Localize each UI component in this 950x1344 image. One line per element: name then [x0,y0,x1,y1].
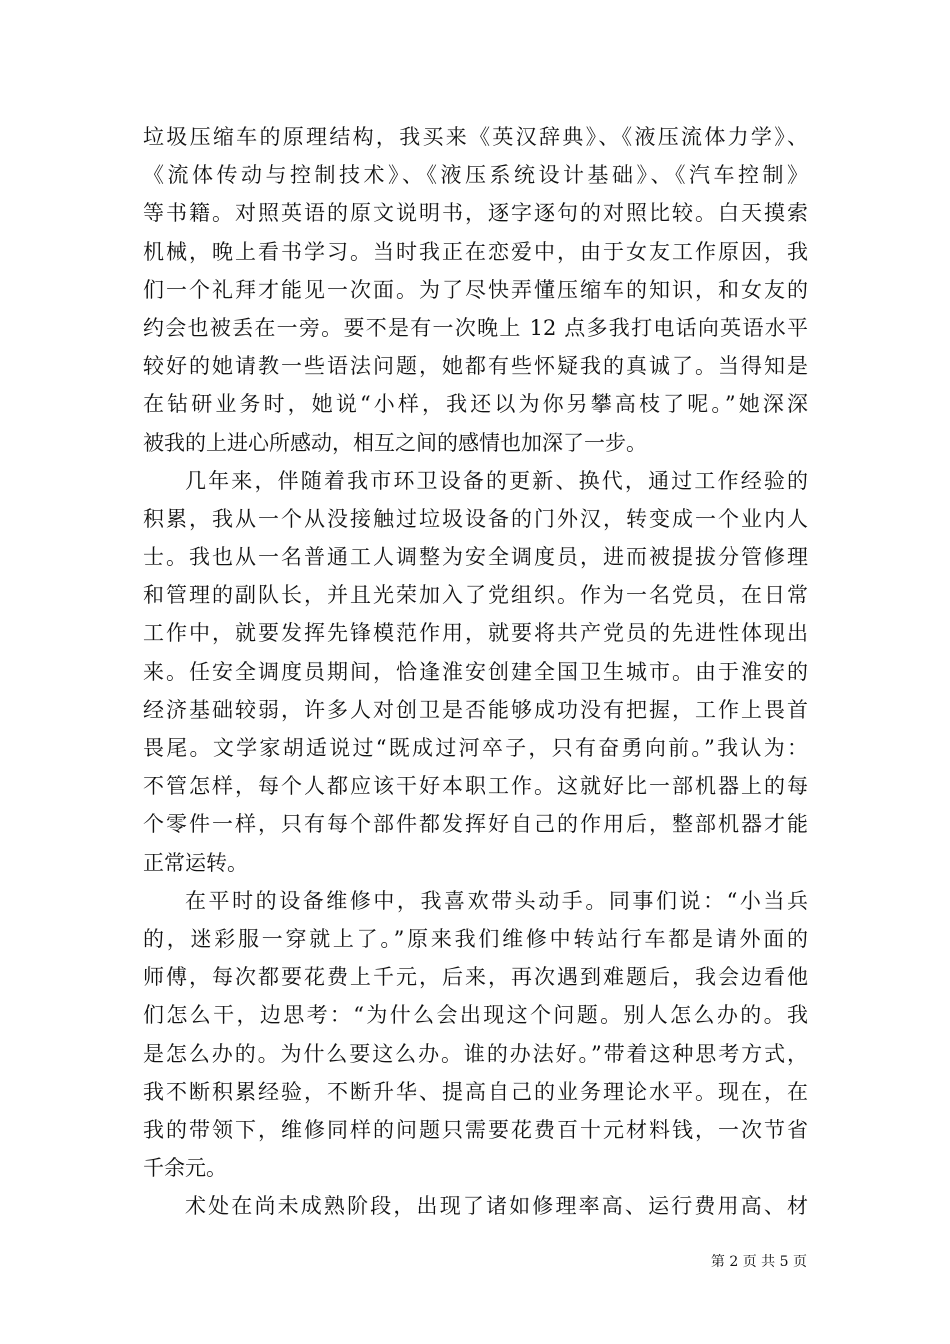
text-line: 等书籍。对照英语的原文说明书，逐字逐句的对照比较。白天摸索 [143,201,808,226]
text-line: 垃圾压缩车的原理结构，我买来《英汉辞典》、《液压流体力学》、 [143,125,808,149]
text-line: 我不断积累经验，不断升华、提高自己的业务理论水平。现在，在 [143,1079,808,1104]
text-line: 工作中，就要发挥先锋模范作用，就要将共产党员的先进性体现出 [143,621,808,646]
text-line: 经济基础较弱，许多人对创卫是否能够成功没有把握，工作上畏首 [143,697,808,722]
text-line: 被我的上进心所感动，相互之间的感情也加深了一步。 [143,430,647,455]
paragraph [143,882,808,1188]
text-line: 个零件一样，只有每个部件都发挥好自己的作用后，整部机器才能 [143,812,808,837]
text-line: 我的带领下，维修同样的问题只需要花费百十元材料钱，一次节省 [143,1117,808,1142]
paragraph [143,1187,808,1225]
text-line: 士。我也从一名普通工人调整为安全调度员，进而被提拔分管修理 [143,545,808,570]
text-line: 正常运转。 [143,850,248,875]
text-line: 们怎么干，边思考：“为什么会出现这个问题。别人怎么办的。我 [143,1003,808,1028]
text-line: 来。任安全调度员期间，恰逢淮安创建全国卫生城市。由于淮安的 [143,659,808,684]
text-line: 术处在尚未成熟阶段，出现了诸如修理率高、运行费用高、材 [185,1194,808,1219]
text-line: 和管理的副队长，并且光荣加入了党组织。作为一名党员，在日常 [143,583,808,608]
text-line: 是怎么办的。为什么要这么办。谁的办法好。”带着这种思考方式， [143,1041,808,1066]
page-number-footer: 第 2 页 共 5 页 [710,1254,807,1270]
paragraph [143,118,808,462]
text-line: 不管怎样，每个人都应该干好本职工作。这就好比一部机器上的每 [143,774,808,799]
text-line: 积累，我从一个从没接触过垃圾设备的门外汉，转变成一个业内人 [143,506,808,531]
text-line: 千余元。 [143,1156,227,1181]
text-line: 畏尾。文学家胡适说过“既成过河卒子，只有奋勇向前。”我认为： [143,736,808,760]
text-line: 约会也被丢在一旁。要不是有一次晚上 12 点多我打电话向英语水平 [143,315,808,340]
text-line: 机械，晚上看书学习。当时我正在恋爱中，由于女友工作原因，我 [143,239,808,264]
text-line: 的，迷彩服一穿就上了。”原来我们维修中转站行车都是请外面的 [143,926,808,951]
text-line: 师傅，每次都要花费上千元，后来，再次遇到难题后，我会边看他 [143,965,808,990]
text-line: 几年来，伴随着我市环卫设备的更新、换代，通过工作经验的 [185,468,808,493]
paragraph [143,462,808,882]
text-line: 们一个礼拜才能见一次面。为了尽快弄懂压缩车的知识，和女友的 [143,277,808,302]
document-body [143,118,808,1225]
text-line: 在平时的设备维修中，我喜欢带头动手。同事们说：“小当兵 [185,888,808,913]
text-line: 较好的她请教一些语法问题，她都有些怀疑我的真诚了。当得知是 [143,354,808,379]
text-line: 《流体传动与控制技术》、《液压系统设计基础》、《汽车控制》 [143,163,808,188]
text-line: 在钻研业务时，她说“小样，我还以为你另攀高枝了呢。”她深深 [143,392,808,417]
